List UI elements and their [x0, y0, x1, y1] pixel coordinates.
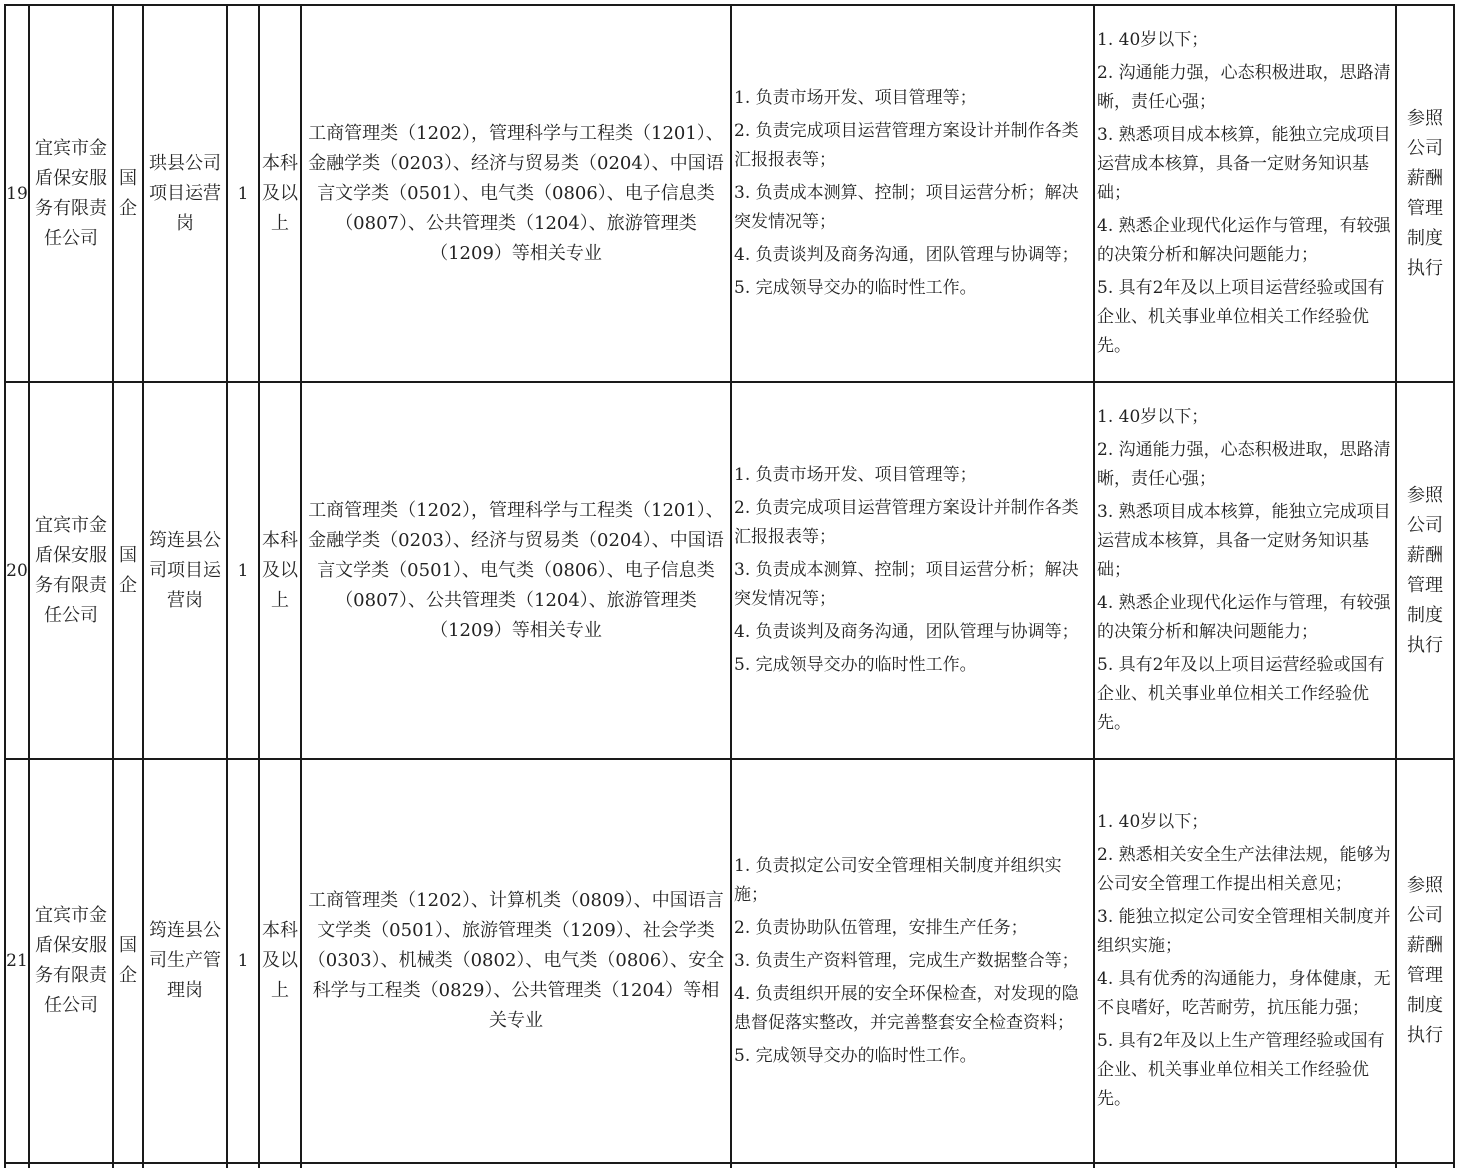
requirement-item: 4. 熟悉企业现代化运作与管理，有较强的决策分析和解决问题能力； — [1097, 593, 1391, 642]
requirement-item: 3. 熟悉项目成本核算，能独立完成项目运营成本核算，具备一定财务知识基础； — [1097, 502, 1391, 580]
recruitment-table — [4, 4, 1455, 1168]
duty-item: 1. 负责拟定公司安全管理相关制度并组织实施； — [734, 855, 1062, 905]
major-requirement: 工商管理类（1202），管理科学与工程类（1201）、金融学类（0203）、经济与贸易类（0204）、中国语言文学类（0501）、电气类（0806）、电子信息类（0807）、公共管理类（1204）、旅游管理类（1209）等相关专业 — [301, 5, 731, 382]
enterprise-type: 国企 — [113, 5, 143, 382]
duty-item: 5. 完成领导交办的临时性工作。 — [734, 655, 977, 675]
duty-item: 4. 负责组织开展的安全环保检查，对发现的隐患督促落实整改，并完善整套安全检查资料； — [734, 983, 1079, 1033]
table-row — [5, 5, 1454, 382]
table-row-partial — [5, 1163, 1454, 1168]
row-number: 20 — [5, 382, 29, 759]
requirement-item: 5. 具有2年及以上生产管理经验或国有企业、机关事业单位相关工作经验优先。 — [1097, 1031, 1385, 1109]
requirement-item: 5. 具有2年及以上项目运营经验或国有企业、机关事业单位相关工作经验优先。 — [1097, 278, 1385, 356]
duty-item: 1. 负责市场开发、项目管理等； — [734, 88, 977, 108]
duty-item: 3. 负责成本测算、控制；项目运营分析；解决突发情况等； — [734, 183, 1079, 232]
company-name: 宜宾市金盾保安服务有限责任公司 — [29, 382, 113, 759]
job-requirements — [1094, 382, 1396, 759]
salary-note: 参照公司薪酬管理制度执行 — [1396, 382, 1454, 759]
job-duties — [731, 382, 1094, 759]
requirement-item: 1. 40岁以下； — [1097, 812, 1209, 832]
requirement-item: 2. 熟悉相关安全生产法律法规，能够为公司安全管理工作提出相关意见； — [1097, 845, 1391, 894]
hiring-count: 1 — [227, 759, 259, 1163]
requirement-item: 1. 40岁以下； — [1097, 407, 1209, 427]
major-requirement: 工商管理类（1202）、计算机类（0809）、中国语言文学类（0501）、旅游管理类（1209）、社会学类（0303）、机械类（0802）、电气类（0806）、安全科学与工程类（0829）、公共管理类（1204）等相关专业 — [301, 759, 731, 1163]
requirement-item: 5. 具有2年及以上项目运营经验或国有企业、机关事业单位相关工作经验优先。 — [1097, 655, 1385, 733]
enterprise-type: 国企 — [113, 759, 143, 1163]
table-row — [5, 382, 1454, 759]
requirement-item: 4. 熟悉企业现代化运作与管理，有较强的决策分析和解决问题能力； — [1097, 216, 1391, 265]
row-number: 21 — [5, 759, 29, 1163]
duty-item: 1. 负责市场开发、项目管理等； — [734, 465, 977, 485]
job-duties — [731, 5, 1094, 382]
job-requirements — [1094, 759, 1396, 1163]
job-requirements — [1094, 5, 1396, 382]
requirement-item: 3. 熟悉项目成本核算，能独立完成项目运营成本核算，具备一定财务知识基础； — [1097, 125, 1391, 203]
job-duties — [731, 759, 1094, 1163]
major-requirement: 工商管理类（1202），管理科学与工程类（1201）、金融学类（0203）、经济与贸易类（0204）、中国语言文学类（0501）、电气类（0806）、电子信息类（0807）、公共管理类（1204）、旅游管理类（1209）等相关专业 — [301, 382, 731, 759]
enterprise-type: 国企 — [113, 382, 143, 759]
duty-item: 2. 负责协助队伍管理，安排生产任务； — [734, 917, 1028, 938]
education-requirement: 本科及以上 — [259, 382, 301, 759]
requirement-item: 2. 沟通能力强，心态积极进取，思路清晰，责任心强； — [1097, 63, 1391, 112]
row-number: 19 — [5, 5, 29, 382]
duty-item: 4. 负责谈判及商务沟通，团队管理与协调等； — [734, 622, 1079, 642]
company-name: 宜宾市金盾保安服务有限责任公司 — [29, 5, 113, 382]
salary-note: 参照公司薪酬管理制度执行 — [1396, 5, 1454, 382]
requirement-item: 2. 沟通能力强，心态积极进取，思路清晰，责任心强； — [1097, 440, 1391, 489]
duty-item: 5. 完成领导交办的临时性工作。 — [734, 1045, 977, 1066]
company-name: 宜宾市金盾保安服务有限责任公司 — [29, 759, 113, 1163]
education-requirement: 本科及以上 — [259, 5, 301, 382]
duty-item: 3. 负责成本测算、控制；项目运营分析；解决突发情况等； — [734, 560, 1079, 609]
post-name: 珙县公司项目运营岗 — [143, 5, 227, 382]
duty-item: 2. 负责完成项目运营管理方案设计并制作各类汇报报表等； — [734, 121, 1079, 170]
education-requirement: 本科及以上 — [259, 759, 301, 1163]
requirement-item: 4. 具有优秀的沟通能力，身体健康，无不良嗜好，吃苦耐劳，抗压能力强； — [1097, 969, 1391, 1018]
duty-item: 4. 负责谈判及商务沟通，团队管理与协调等； — [734, 245, 1079, 265]
hiring-count: 1 — [227, 382, 259, 759]
salary-note: 参照公司薪酬管理制度执行 — [1396, 759, 1454, 1163]
requirement-item: 1. 40岁以下； — [1097, 30, 1209, 50]
hiring-count: 1 — [227, 5, 259, 382]
duty-item: 3. 负责生产资料管理，完成生产数据整合等； — [734, 950, 1079, 971]
post-name: 筠连县公司生产管理岗 — [143, 759, 227, 1163]
post-name: 筠连县公司项目运营岗 — [143, 382, 227, 759]
table-row — [5, 759, 1454, 1163]
duty-item: 5. 完成领导交办的临时性工作。 — [734, 278, 977, 298]
requirement-item: 3. 能独立拟定公司安全管理相关制度并组织实施； — [1097, 907, 1391, 956]
duty-item: 2. 负责完成项目运营管理方案设计并制作各类汇报报表等； — [734, 498, 1079, 547]
